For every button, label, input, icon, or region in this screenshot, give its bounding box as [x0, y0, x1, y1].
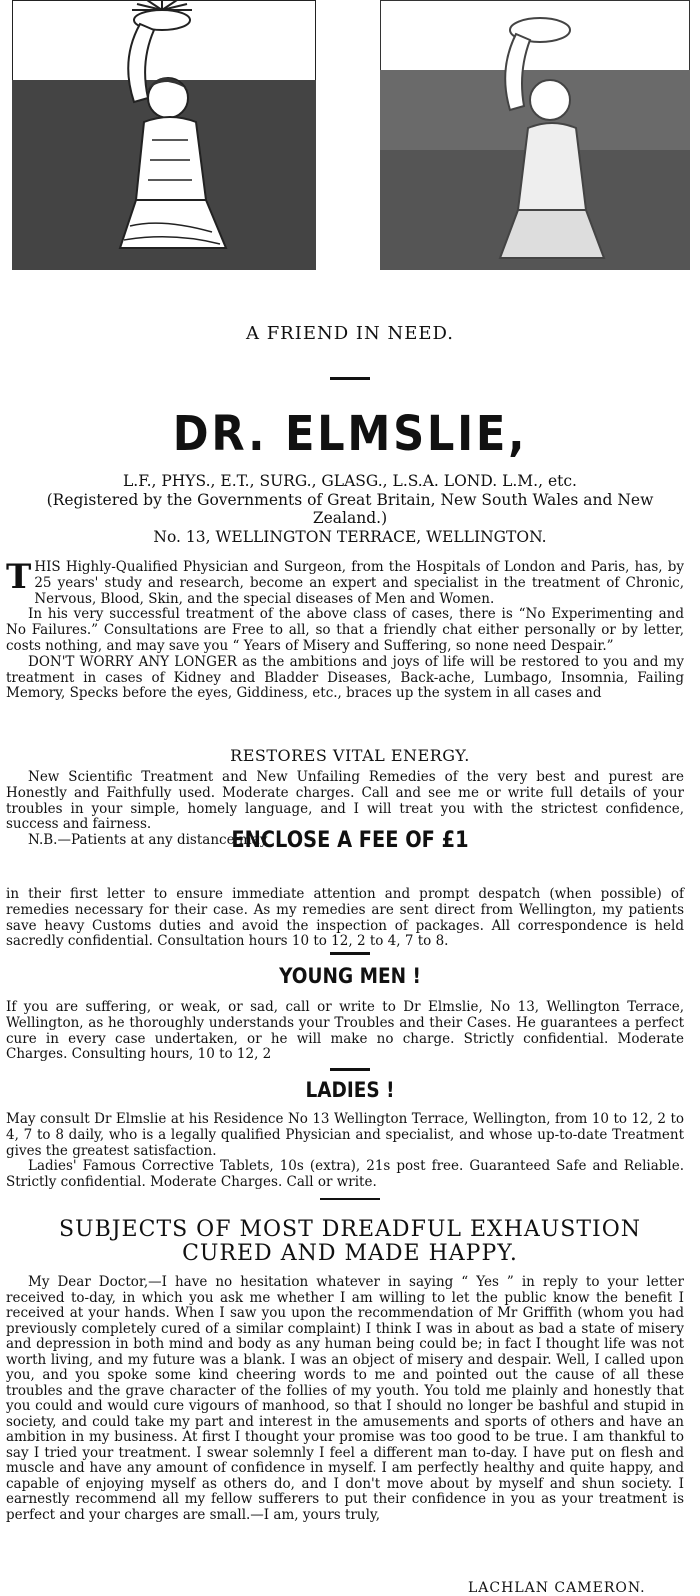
intro-paragraph-1: HIS Highly-Qualified Physician and Surgeon, from the Hospitals of London and Paris, has, by 25 years' study and research, become an expert and specialist in the treatment of Chronic, Nervous, Blood, Skin, and the special diseases of Men and Women.	[34, 559, 684, 607]
registration-line: (Registered by the Governments of Great Britain, New South Wales and New Zealand.)	[46, 491, 654, 527]
scientific-paragraph-1: New Scientific Treatment and New Unfailing Remedies of the very best and purest are Honestly and Faithfully used. Moderate charges. Call and see me or write full details of your troubles in your simple, homely language, and I will treat you with the strictest confidence, success and fairness.	[6, 769, 684, 833]
ladies-heading: LADIES !	[305, 1078, 395, 1102]
address-line: No. 13, WELLINGTON TERRACE, WELLINGTON.	[153, 528, 547, 546]
subjects-heading	[0, 1218, 700, 1266]
divider-rule	[330, 952, 370, 955]
scientific-paragraph-2: N.B.—Patients at any distance may	[28, 832, 268, 849]
woman-illustration-left	[12, 0, 316, 270]
intro-paragraph-2: In his very successful treatment of the above class of cases, there is “No Experimenting and No Failures.” Consultations are Free to all, so that a friendly chat either personally or by letter, costs nothing, and may save you “ Years of Misery and Suffering, so none need Despair.”	[6, 606, 684, 654]
woman-illustration-right	[380, 0, 690, 270]
restores-vital-energy-heading: RESTORES VITAL ENERGY.	[230, 746, 470, 765]
subjects-heading-line-1: SUBJECTS OF MOST DREADFUL EXHAUSTION	[58, 1217, 642, 1242]
young-men-paragraph: If you are suffering, or weak, or sad, call or write to Dr Elmslie, No 13, Wellington Terrace, Wellington, as he thoroughly understands your Troubles and their Cases. He guarantees a perfect cure in every case undertaken, or he will make no charge. Strictly confidential. Moderate Charges. Consulting hours, 10 to 12, 2	[6, 999, 684, 1063]
qualifications-line: L.F., PHYS., E.T., SURG., GLASG., L.S.A. LOND. L.M., etc.	[123, 472, 577, 490]
ladies-paragraph-2: Ladies' Famous Corrective Tablets, 10s (extra), 21s post free. Guaranteed Safe and Reliable. Strictly confidential. Moderate Charges. Call or write.	[6, 1158, 684, 1191]
young-men-heading: YOUNG MEN !	[279, 964, 421, 988]
ladies-paragraph-1: May consult Dr Elmslie at his Residence No 13 Wellington Terrace, Wellington, from 10 to 12, 2 to 4, 7 to 8 daily, who is a legally qualified Physician and specialist, and whose up-to-date Treatment gives the greatest satisfaction.	[6, 1111, 684, 1159]
intro-paragraphs	[6, 557, 684, 702]
subjects-heading-line-2: CURED AND MADE HAPPY.	[182, 1241, 518, 1266]
intro-paragraph-3: DON'T WORRY ANY LONGER as the ambitions and joys of life will be restored to you and my treatment in cases of Kidney and Bladder Diseases, Back-ache, Lumbago, Insomnia, Failing Memory, Specks before the eyes, Giddiness, etc., braces up the system in all cases and	[6, 653, 684, 702]
testimonial-paragraph: My Dear Doctor,—I have no hesitation whatever in saying “ Yes ” in reply to your letter received to-day, in which you ask me whether I am willing to let the public know the benefit I received at your hands. When I saw you upon the recommendation of Mr Griffith (whom you had previously completely cured of a similar complaint) I think I was in about as bad a state of misery and depression in both mind and body as any human being could be; in fact I thought life was not worth living, and my future was a blank. I was an object of misery and despair. Well, I called upon you, and you spoke some kind cheering words to me and pointed out the cause of all these troubles and the grave character of the follies of my youth. You told me plainly and honestly that you could and would cure vigours of manhood, so that I should no longer be bashful and stupid in society, and could take my part and interest in the amusements and sports of others and have an ambition in my business. At first I thought your promise was too good to be true. I am thankful to say I tried your treatment. I swear solemnly I feel a different man to-day. I have put on flesh and muscle and have any amount of confidence in myself. I am perfectly healthy and quite happy, and capable of enjoying myself as others do, and I don't move about by myself and shun society. I earnestly recommend all my fellow sufferers to put their confidence in you as your treatment is perfect and your charges are small.—I am, yours truly,	[6, 1274, 684, 1523]
divider-rule	[330, 377, 370, 380]
testimonial-letter	[6, 1275, 684, 1523]
divider-rule	[320, 1198, 380, 1200]
enclose-fee-heading: ENCLOSE A FEE OF £1	[231, 828, 469, 853]
fee-paragraph: in their first letter to ensure immediate attention and prompt despatch (when possible) of remedies necessary for their case. As my remedies are sent direct from Wellington, my patients save heavy Customs duties and avoid the inspection of packages. All correspondence is held sacredly confidential. Consultation hours 10 to 12, 2 to 4, 7 to 8.	[6, 886, 684, 950]
drop-cap: T	[6, 557, 32, 597]
divider-rule	[330, 1068, 370, 1071]
friend-in-need-heading: A FRIEND IN NEED.	[245, 323, 455, 344]
ladies-paragraphs	[6, 1112, 684, 1191]
signature: LACHLAN CAMERON.	[468, 1580, 646, 1596]
doctor-name-heading: DR. ELMSLIE,	[172, 406, 528, 462]
